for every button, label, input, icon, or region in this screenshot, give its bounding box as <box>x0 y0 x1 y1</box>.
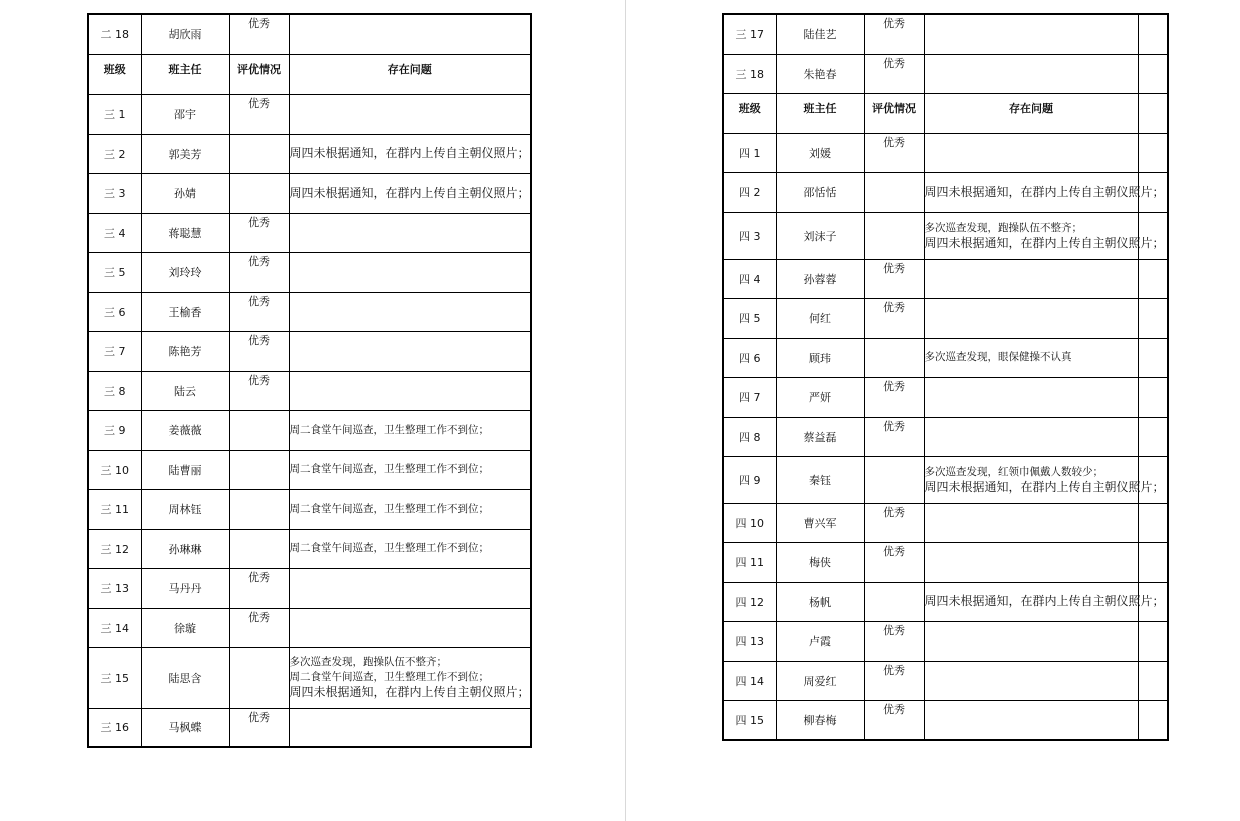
table-row <box>723 503 1168 542</box>
table-row <box>723 259 1168 298</box>
issues-cell[interactable] <box>924 582 1165 621</box>
issue-text: 周四未根据通知，在群内上传自主朝仪照片； <box>924 235 1165 250</box>
issue-text: 多次巡查发现，跑操队伍不整齐； <box>289 656 447 668</box>
teacher-cell[interactable]: 曹兴军 <box>776 503 864 542</box>
table-row <box>723 542 1168 582</box>
teacher-cell[interactable]: 陆曹丽 <box>141 450 229 489</box>
table-row <box>88 708 531 747</box>
rating-cell[interactable]: 优秀 <box>229 708 289 747</box>
teacher-cell[interactable]: 朱艳春 <box>776 54 864 93</box>
issues-cell[interactable] <box>289 708 531 747</box>
teacher-cell[interactable]: 刘玲玲 <box>141 252 229 292</box>
table-row <box>723 14 1168 54</box>
issues-cell[interactable] <box>924 377 1138 417</box>
issue-text: 周四未根据通知，在群内上传自主朝仪照片； <box>289 185 530 200</box>
class-cell[interactable]: 三 8 <box>88 371 141 410</box>
rating-cell[interactable] <box>229 410 289 450</box>
teacher-cell[interactable]: 陆思含 <box>141 647 229 708</box>
rating-cell[interactable] <box>864 172 924 212</box>
table-row <box>723 621 1168 661</box>
issue-text: 多次巡查发现，眼保健操不认真 <box>924 351 1072 363</box>
issues-cell[interactable] <box>924 417 1138 456</box>
teacher-cell[interactable]: 孙琳琳 <box>141 529 229 568</box>
teacher-cell[interactable]: 杨帆 <box>776 582 864 621</box>
blank-cell[interactable] <box>1138 700 1168 740</box>
teacher-cell[interactable]: 柳春梅 <box>776 700 864 740</box>
teacher-cell[interactable]: 孙蓉蓉 <box>776 259 864 298</box>
table-row <box>723 377 1168 417</box>
rating-cell[interactable]: 优秀 <box>864 700 924 740</box>
issues-cell[interactable] <box>924 661 1138 700</box>
teacher-cell[interactable]: 何红 <box>776 298 864 338</box>
teacher-cell[interactable]: 邵恬恬 <box>776 172 864 212</box>
rating-cell[interactable]: 优秀 <box>229 14 289 54</box>
issues-cell[interactable] <box>924 621 1138 661</box>
rating-cell[interactable] <box>864 338 924 377</box>
issues-cell[interactable] <box>289 568 531 608</box>
table-row <box>723 54 1168 93</box>
teacher-cell[interactable]: 梅侠 <box>776 542 864 582</box>
header-issues: 存在问题 <box>289 54 531 94</box>
issues-cell[interactable] <box>924 133 1138 172</box>
header-class: 班级 <box>723 93 776 133</box>
class-cell[interactable]: 四 3 <box>723 212 776 259</box>
class-cell[interactable]: 四 7 <box>723 377 776 417</box>
teacher-cell[interactable]: 卢霞 <box>776 621 864 661</box>
class-cell[interactable]: 三 2 <box>88 134 141 173</box>
table-row <box>88 94 531 134</box>
issues-cell[interactable] <box>289 213 531 252</box>
issues-cell[interactable] <box>289 173 531 213</box>
table-row <box>723 456 1168 503</box>
rating-cell[interactable] <box>229 647 289 708</box>
class-cell[interactable]: 三 18 <box>723 54 776 93</box>
class-cell[interactable]: 四 9 <box>723 456 776 503</box>
header-rating: 评优情况 <box>864 93 924 133</box>
rating-cell[interactable]: 优秀 <box>864 621 924 661</box>
blank-cell[interactable] <box>1138 14 1168 54</box>
issues-cell[interactable] <box>924 54 1138 93</box>
blank-cell <box>1138 93 1168 133</box>
class-cell[interactable]: 四 11 <box>723 542 776 582</box>
table-row <box>723 582 1168 621</box>
table-row <box>88 213 531 252</box>
class-cell[interactable]: 四 2 <box>723 172 776 212</box>
rating-cell[interactable]: 优秀 <box>864 298 924 338</box>
rating-cell[interactable]: 优秀 <box>229 568 289 608</box>
class-cell[interactable]: 四 1 <box>723 133 776 172</box>
teacher-cell[interactable]: 姜薇薇 <box>141 410 229 450</box>
issues-cell[interactable] <box>289 529 531 568</box>
rating-cell[interactable] <box>864 582 924 621</box>
rating-cell[interactable]: 优秀 <box>229 94 289 134</box>
teacher-cell[interactable]: 徐璇 <box>141 608 229 647</box>
class-cell[interactable]: 四 5 <box>723 298 776 338</box>
rating-cell[interactable] <box>864 456 924 503</box>
table-row <box>723 338 1168 377</box>
class-cell[interactable]: 四 15 <box>723 700 776 740</box>
teacher-cell[interactable]: 蔡益磊 <box>776 417 864 456</box>
class-cell[interactable]: 四 8 <box>723 417 776 456</box>
table-row <box>723 298 1168 338</box>
rating-cell[interactable] <box>229 529 289 568</box>
table-row <box>723 212 1168 259</box>
teacher-cell[interactable]: 刘沫子 <box>776 212 864 259</box>
issues-cell[interactable] <box>924 503 1138 542</box>
rating-cell[interactable] <box>229 489 289 529</box>
class-cell[interactable]: 三 13 <box>88 568 141 608</box>
header-teacher: 班主任 <box>141 54 229 94</box>
issue-text: 周二食堂午间巡查，卫生整理工作不到位； <box>289 463 489 475</box>
issues-cell[interactable] <box>924 542 1138 582</box>
table-row <box>88 450 531 489</box>
rating-cell[interactable]: 优秀 <box>864 259 924 298</box>
issue-text: 周四未根据通知，在群内上传自主朝仪照片； <box>924 479 1165 494</box>
blank-cell[interactable] <box>1138 503 1168 542</box>
issues-cell[interactable] <box>289 134 531 173</box>
issues-cell[interactable] <box>924 456 1165 503</box>
class-cell[interactable]: 三 11 <box>88 489 141 529</box>
class-cell[interactable]: 三 4 <box>88 213 141 252</box>
blank-cell[interactable] <box>1138 338 1168 377</box>
issues-cell[interactable] <box>289 252 531 292</box>
class-cell[interactable]: 三 9 <box>88 410 141 450</box>
header-row <box>723 93 1168 133</box>
class-cell[interactable]: 三 12 <box>88 529 141 568</box>
table-row <box>723 172 1168 212</box>
rating-cell[interactable]: 优秀 <box>229 331 289 371</box>
rating-cell[interactable]: 优秀 <box>864 542 924 582</box>
teacher-cell[interactable]: 周爱红 <box>776 661 864 700</box>
class-cell[interactable]: 四 13 <box>723 621 776 661</box>
blank-cell[interactable] <box>1138 542 1168 582</box>
rating-cell[interactable]: 优秀 <box>229 213 289 252</box>
blank-cell[interactable] <box>1138 133 1168 172</box>
blank-cell[interactable] <box>1138 661 1168 700</box>
class-cell[interactable]: 三 3 <box>88 173 141 213</box>
left-page-table <box>87 13 532 748</box>
teacher-cell[interactable]: 邵宇 <box>141 94 229 134</box>
teacher-cell[interactable]: 郭美芳 <box>141 134 229 173</box>
class-cell[interactable]: 三 1 <box>88 94 141 134</box>
class-cell[interactable]: 三 6 <box>88 292 141 331</box>
class-cell[interactable]: 三 16 <box>88 708 141 747</box>
issues-cell[interactable] <box>289 292 531 331</box>
issues-cell[interactable] <box>289 450 531 489</box>
header-rating: 评优情况 <box>229 54 289 94</box>
rating-cell[interactable]: 优秀 <box>864 14 924 54</box>
rating-cell[interactable]: 优秀 <box>229 608 289 647</box>
rating-cell[interactable]: 优秀 <box>864 133 924 172</box>
issue-text: 多次巡查发现，红领巾佩戴人数较少； <box>924 465 1103 478</box>
rating-cell[interactable]: 优秀 <box>864 54 924 93</box>
class-cell[interactable]: 三 7 <box>88 331 141 371</box>
teacher-cell[interactable]: 马枫蝶 <box>141 708 229 747</box>
teacher-cell[interactable]: 周林钰 <box>141 489 229 529</box>
table-row <box>88 252 531 292</box>
rating-cell[interactable]: 优秀 <box>229 292 289 331</box>
teacher-cell[interactable]: 秦钰 <box>776 456 864 503</box>
issue-text: 周四未根据通知，在群内上传自主朝仪照片； <box>924 594 1165 608</box>
issue-text: 周四未根据通知，在群内上传自主朝仪照片； <box>924 184 1165 199</box>
issue-text: 周二食堂午间巡查，卫生整理工作不到位； <box>289 423 489 436</box>
class-cell[interactable]: 三 15 <box>88 647 141 708</box>
issues-cell[interactable] <box>924 172 1165 212</box>
class-cell[interactable]: 四 12 <box>723 582 776 621</box>
teacher-cell[interactable]: 陆云 <box>141 371 229 410</box>
teacher-cell[interactable]: 严妍 <box>776 377 864 417</box>
rating-cell[interactable]: 优秀 <box>864 377 924 417</box>
teacher-cell[interactable]: 陈艳芳 <box>141 331 229 371</box>
blank-cell[interactable] <box>1138 54 1168 93</box>
issues-cell[interactable] <box>289 331 531 371</box>
teacher-cell[interactable]: 王榆香 <box>141 292 229 331</box>
table-row <box>88 134 531 173</box>
table-row <box>88 292 531 331</box>
table-row <box>723 700 1168 740</box>
header-issues: 存在问题 <box>924 93 1138 133</box>
class-cell[interactable]: 四 6 <box>723 338 776 377</box>
issues-cell[interactable] <box>289 489 531 529</box>
issue-text: 多次巡查发现，跑操队伍不整齐； <box>924 221 1082 234</box>
rating-cell[interactable]: 优秀 <box>864 661 924 700</box>
issues-cell[interactable] <box>289 608 531 647</box>
rating-cell[interactable]: 优秀 <box>229 252 289 292</box>
blank-cell[interactable] <box>1138 377 1168 417</box>
issue-text: 周二食堂午间巡查，卫生整理工作不到位； <box>289 671 489 683</box>
issues-cell[interactable] <box>289 94 531 134</box>
issue-text: 周二食堂午间巡查，卫生整理工作不到位； <box>289 542 489 554</box>
page-divider <box>625 0 626 821</box>
table-row <box>88 489 531 529</box>
right-page-table <box>722 13 1169 741</box>
class-cell[interactable]: 二 18 <box>88 14 141 54</box>
class-cell[interactable]: 四 4 <box>723 259 776 298</box>
issues-cell[interactable] <box>924 700 1138 740</box>
table-row <box>88 331 531 371</box>
table-row <box>88 647 531 708</box>
rating-cell[interactable]: 优秀 <box>864 417 924 456</box>
issues-cell[interactable] <box>924 338 1138 377</box>
issues-cell[interactable] <box>924 14 1138 54</box>
class-cell[interactable]: 三 10 <box>88 450 141 489</box>
teacher-cell[interactable]: 马丹丹 <box>141 568 229 608</box>
issues-cell[interactable] <box>289 647 531 708</box>
rating-cell[interactable] <box>864 212 924 259</box>
issue-text: 周二食堂午间巡查，卫生整理工作不到位； <box>289 502 489 515</box>
table-row <box>88 608 531 647</box>
table-row <box>88 371 531 410</box>
rating-cell[interactable]: 优秀 <box>864 503 924 542</box>
rating-cell[interactable]: 优秀 <box>229 371 289 410</box>
blank-cell[interactable] <box>1138 417 1168 456</box>
teacher-cell[interactable]: 蒋聪慧 <box>141 213 229 252</box>
issues-cell[interactable] <box>289 14 531 54</box>
rating-cell[interactable] <box>229 134 289 173</box>
class-cell[interactable]: 三 14 <box>88 608 141 647</box>
blank-cell[interactable] <box>1138 621 1168 661</box>
issues-cell[interactable] <box>289 371 531 410</box>
table-row <box>88 410 531 450</box>
header-class: 班级 <box>88 54 141 94</box>
issue-text: 周四未根据通知，在群内上传自主朝仪照片； <box>289 685 530 699</box>
issues-cell[interactable] <box>924 212 1165 259</box>
class-cell[interactable]: 三 5 <box>88 252 141 292</box>
blank-cell[interactable] <box>1138 298 1168 338</box>
table-row <box>723 661 1168 700</box>
issues-cell[interactable] <box>924 259 1138 298</box>
class-cell[interactable]: 四 14 <box>723 661 776 700</box>
issues-cell[interactable] <box>924 298 1138 338</box>
teacher-cell[interactable]: 陆佳艺 <box>776 14 864 54</box>
table-row <box>88 14 531 54</box>
table-row <box>88 173 531 213</box>
table-row <box>723 417 1168 456</box>
teacher-cell[interactable]: 胡欣雨 <box>141 14 229 54</box>
blank-cell[interactable] <box>1138 259 1168 298</box>
issues-cell[interactable] <box>289 410 531 450</box>
header-row <box>88 54 531 94</box>
class-cell[interactable]: 四 10 <box>723 503 776 542</box>
header-teacher: 班主任 <box>776 93 864 133</box>
table-row <box>88 529 531 568</box>
teacher-cell[interactable]: 孙婧 <box>141 173 229 213</box>
rating-cell[interactable] <box>229 173 289 213</box>
teacher-cell[interactable]: 刘媛 <box>776 133 864 172</box>
teacher-cell[interactable]: 顾玮 <box>776 338 864 377</box>
issue-text: 周四未根据通知，在群内上传自主朝仪照片； <box>289 146 530 160</box>
rating-cell[interactable] <box>229 450 289 489</box>
table-row <box>723 133 1168 172</box>
class-cell[interactable]: 三 17 <box>723 14 776 54</box>
table-row <box>88 568 531 608</box>
